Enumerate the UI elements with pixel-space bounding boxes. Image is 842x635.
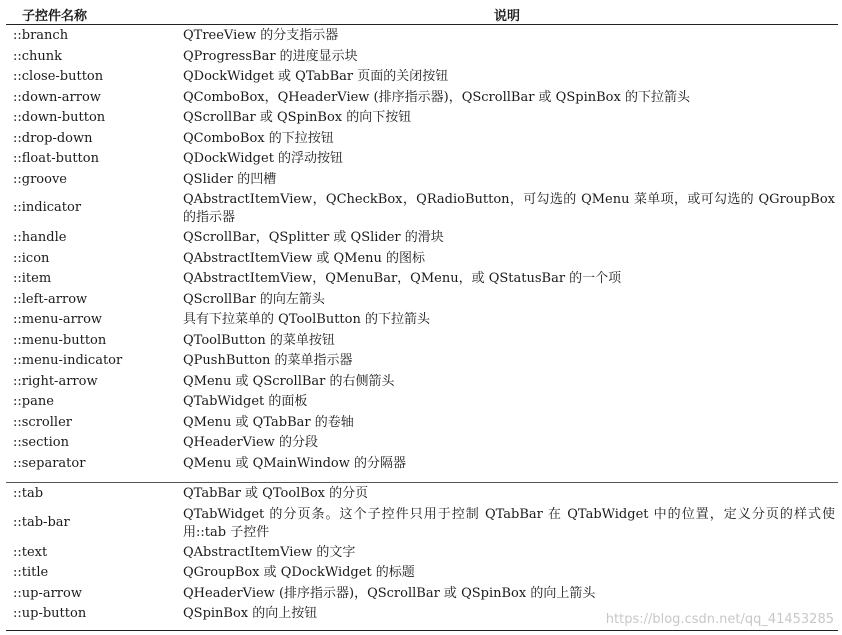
subcontrol-name-cell: ::right-arrow [13, 373, 98, 389]
table-row [0, 351, 842, 372]
table-row [0, 47, 842, 68]
description-cell: 具有下拉菜单的 QToolButton 的下拉箭头 [183, 312, 430, 327]
subcontrol-name-cell: ::down-arrow [13, 89, 101, 105]
table-row [0, 392, 842, 413]
description-cell: QDockWidget 的浮动按钮 [183, 151, 344, 166]
description-cell: QHeaderView (排序指示器)，QScrollBar 或 QSpinBox 的向上箭头 [183, 585, 596, 601]
table-row [0, 129, 842, 150]
subcontrol-name-cell: ::down-button [13, 110, 106, 125]
subcontrol-name-cell: ::title [13, 565, 49, 580]
subcontrol-name-cell: ::branch [13, 28, 69, 43]
subcontrol-name-cell: ::groove [13, 171, 67, 187]
subcontrol-name-cell: ::text [13, 544, 48, 560]
table-row [0, 190, 842, 228]
subcontrol-name-cell: ::chunk [13, 48, 63, 64]
subcontrol-name-cell: ::item [13, 271, 52, 286]
table-body-group-2 [0, 484, 842, 625]
description-cell: QScrollBar 或 QSpinBox 的向下按钮 [183, 110, 412, 125]
description-cell: QDockWidget 或 QTabBar 页面的关闭按钮 [183, 69, 449, 84]
subcontrol-name-cell: ::tab-bar [13, 514, 70, 530]
subcontrol-name-cell: ::up-arrow [13, 585, 82, 601]
description-cell: QAbstractItemView，QCheckBox，QRadioButton，可勾选的 QMenu 菜单项，或可勾选的 QGroupBox 的指示器 [183, 192, 835, 225]
subcontrol-name-cell: ::section [13, 435, 69, 450]
table-row [0, 372, 842, 393]
table-row [0, 505, 842, 543]
subcontrol-name-cell: ::icon [13, 250, 50, 266]
subcontrol-name-cell: ::menu-button [13, 332, 107, 348]
description-cell: QComboBox 的下拉按钮 [183, 130, 334, 146]
table-row [0, 290, 842, 311]
subcontrol-name-cell: ::separator [13, 455, 86, 471]
table-row [0, 108, 842, 129]
table-row [0, 67, 842, 88]
header-subcontrol-name: 子控件名称 [22, 9, 88, 24]
subcontrol-name-cell: ::menu-arrow [13, 312, 103, 327]
subcontrol-name-cell: ::up-button [13, 606, 87, 621]
table-row [0, 331, 842, 352]
description-cell: QComboBox，QHeaderView (排序指示器)，QScrollBar 或 QSpinBox 的下拉箭头 [183, 89, 690, 105]
description-cell: QScrollBar，QSplitter 或 QSlider 的滑块 [183, 230, 444, 245]
table-row [0, 563, 842, 584]
description-cell: QScrollBar 的向左箭头 [183, 291, 325, 307]
table-row [0, 433, 842, 454]
table-row [0, 228, 842, 249]
table-row [0, 170, 842, 191]
subcontrol-name-cell: ::tab [13, 486, 44, 501]
description-cell: QAbstractItemView 的文字 [183, 544, 356, 560]
subcontrol-name-cell: ::drop-down [13, 130, 93, 146]
group-divider [6, 482, 838, 483]
header-description: 说明 [494, 9, 521, 24]
subcontrol-name-cell: ::handle [13, 230, 67, 245]
description-cell: QTabBar 或 QToolBox 的分页 [183, 486, 369, 501]
subcontrol-name-cell: ::left-arrow [13, 291, 88, 307]
table-body-group-1 [0, 26, 842, 474]
table-row [0, 584, 842, 605]
description-cell: QProgressBar 的进度显示块 [183, 48, 358, 64]
description-cell: QHeaderView 的分段 [183, 435, 318, 450]
subcontrol-name-cell: ::indicator [13, 200, 82, 215]
description-cell: QAbstractItemView，QMenuBar，QMenu，或 QStatusBar 的一个项 [183, 271, 622, 286]
description-cell: QTabWidget 的面板 [183, 394, 308, 409]
table-header [0, 2, 842, 24]
description-cell: QMenu 或 QTabBar 的卷轴 [183, 414, 354, 430]
subcontrol-name-cell: ::menu-indicator [13, 353, 123, 368]
table-row [0, 249, 842, 270]
header-divider [6, 24, 838, 25]
description-cell: QGroupBox 或 QDockWidget 的标题 [183, 565, 415, 580]
description-cell: QToolButton 的菜单按钮 [183, 332, 335, 348]
subcontrol-name-cell: ::close-button [13, 69, 104, 84]
watermark: https://blog.csdn.net/qq_41453285 [605, 612, 834, 627]
table-row [0, 413, 842, 434]
subcontrol-name-cell: ::float-button [13, 151, 99, 166]
description-cell: QMenu 或 QScrollBar 的右侧箭头 [183, 373, 395, 389]
description-cell: QAbstractItemView 或 QMenu 的图标 [183, 250, 426, 266]
table-row [0, 26, 842, 47]
description-cell: QPushButton 的菜单指示器 [183, 353, 353, 368]
description-cell: QTabWidget 的分页条。这个子控件只用于控制 QTabBar 在 QTabWidget 中的位置，定义分页的样式使用::tab 子控件 [183, 506, 835, 540]
description-cell: QMenu 或 QMainWindow 的分隔器 [183, 455, 406, 471]
table-row [0, 149, 842, 170]
table-row [0, 310, 842, 331]
description-cell: QSpinBox 的向上按钮 [183, 606, 318, 621]
table-row [0, 484, 842, 505]
subcontrol-name-cell: ::scroller [13, 414, 72, 430]
description-cell: QSlider 的凹槽 [183, 171, 277, 187]
table-bottom-rule [6, 630, 838, 631]
table-row [0, 88, 842, 109]
table-row [0, 543, 842, 564]
description-cell: QTreeView 的分支指示器 [183, 28, 339, 43]
table-row [0, 454, 842, 475]
table-row [0, 269, 842, 290]
subcontrol-name-cell: ::pane [13, 394, 54, 409]
